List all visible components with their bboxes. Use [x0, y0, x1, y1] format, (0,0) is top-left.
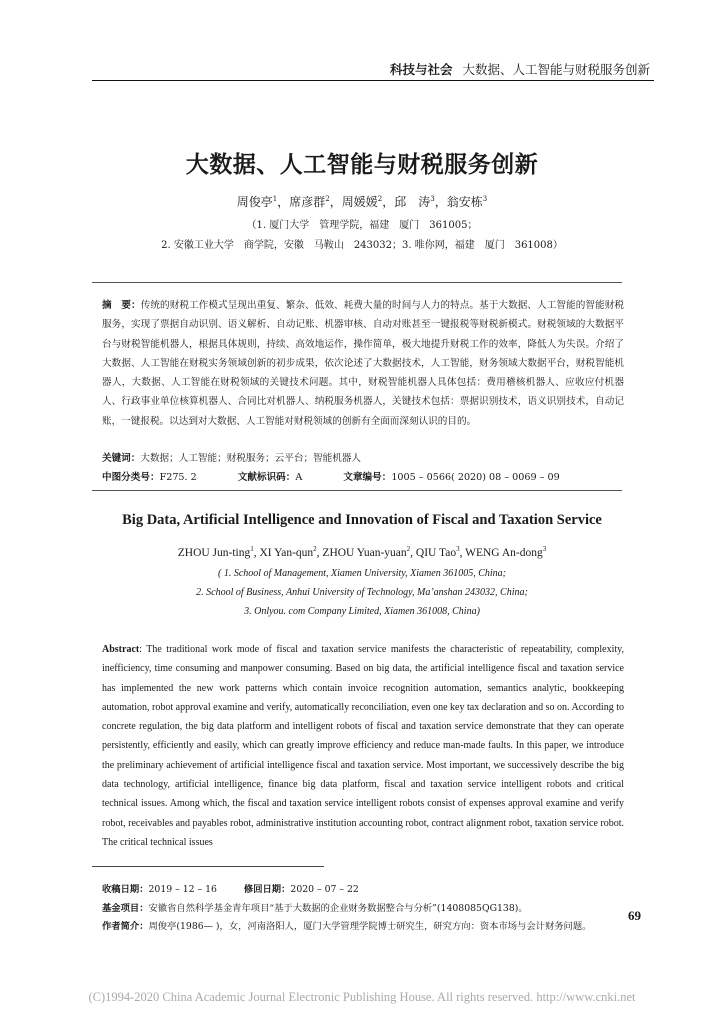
journal-section: 科技与社会 [389, 62, 453, 77]
footnote-rule [92, 866, 324, 867]
abstract-en-text: The traditional work mode of fiscal and taxation service manifests the characteristic of repeatability, complexity, inefficiency, time consuming and manpower consuming. Based on big data, the artificial intelligence fiscal and taxation service has implemented the new work patterns which contain invoice recognition automation, semantics analytic, bookkeeping automation, robot approval examine and verify, automatically reconciliation, even one key tax declaration and so on. According to concrete regulation, the big data platform and intelligent robots of fiscal and taxation service demonstrate that they can operate persistently, efficiently and easily, which can greatly improve efficiency and reduce man-made faults. In this paper, we introduce the preliminary achievement of artificial intelligence fiscal and taxation service. Most important, we successively describe the big data technology, artificial intelligence, finance big data platform, fiscal and taxation service intelligent robots and critical technical issues. Among which, the fiscal and taxation service intelligent robots consist of expenses approval examine and verify robot, receivables and payables robot, administrative institution accounting robot, contract alignment robot, taxation service robot. The critical technical issues [102, 644, 624, 848]
article-number: 1005 – 0566( 2020) 08 – 0069 – 09 [391, 472, 560, 483]
page-number: 69 [628, 908, 641, 923]
affiliation-en-2: 2. School of Business, Anhui University of Technology, Ma’anshan 243032, China; [196, 587, 528, 598]
section-rule [92, 282, 622, 283]
copyright-watermark: (C)1994-2020 China Academic Journal Electronic Publishing House. All rights reserved. http://www.cnki.net [88, 990, 636, 1004]
header-rule [92, 80, 654, 81]
running-header [390, 60, 650, 78]
abstract-cn-label: 摘 要： [102, 300, 141, 311]
affiliation-en-3: 3. Onlyou. com Company Limited, Xiamen 361008, China) [244, 606, 480, 617]
authors-en: ZHOU Jun-ting$^1$, XI Yan-qun$^2$, ZHOU Yuan-yuan$^2$, QIU Tao$^3$, WENG An-dong$^3$ [177, 545, 547, 559]
clc-number: F275. 2 [159, 472, 197, 483]
footnote-author: 作者简介：周俊亭(1986— )，女，河南洛阳人，厦门大学管理学院博士研究生，研究方向：资本市场与会计财务问题。 [102, 921, 592, 932]
affiliation-cn-1: （1. 厦门大学 管理学院，福建 厦门 361005； [246, 220, 478, 231]
title-en: Big Data, Artificial Intelligence and Innovation of Fiscal and Taxation Service [122, 512, 602, 528]
abstract-en: Abstract: The traditional work mode of fiscal and taxation service manifests the characteristic of repeatability, complexity, inefficiency, time consuming and manpower consuming. Based on big data, the artificial intelligence fiscal and taxation service has implemented the new work patterns which contain invoice recognition automation, semantics analytic, bookkeeping automation, robot approval examine and verify, automatically reconciliation, even one key tax declaration and so on. According to concrete regulation, the big data platform and intelligent robots of fiscal and taxation service demonstrate that they can operate persistently, efficiently and easily, which can greatly improve efficiency and reduce man-made faults. In this paper, we introduce the preliminary achievement of artificial intelligence fiscal and taxation service. Most important, we successively describe the big data technology, artificial intelligence, finance big data platform, fiscal and taxation service intelligent robots and critical technical issues. Among which, the fiscal and taxation service intelligent robots consist of expenses approval examine and verify robot, receivables and payables robot, administrative institution accounting robot, contract alignment robot, taxation service robot. The critical technical issues [102, 644, 624, 848]
abstract-cn-text: 传统的财税工作模式呈现出重复、繁杂、低效、耗费大量的时间与人力的特点。基于大数据、人工智能的智能财税服务，实现了票据自动识别、语义解析、自动记账、机器审核、自动对账甚至一键报税等财税新模式。财税领域的大数据平台与财税智能机器人，根据具体规则，持续、高效地运作，操作简单，极大地提升财税工作的效率，降低人为失误。介绍了大数据、人工智能在财税实务领域创新的初步成果，依次论述了大数据技术，人工智能，财务领域大数据平台，财税智能机器人，大数据、人工智能在财税领域的关键技术问题。其中，财税智能机器人具体包括：费用稽核机器人、应收应付机器人、行政事业单位核算机器人、合同比对机器人、纳税服务机器人，关键技术包括：票据识别技术，语义识别技术，自动记账，一键报税。以达到对大数据、人工智能对财税领域的创新有全面而深刻认识的目的。 [102, 300, 625, 427]
keywords-cn: 关键词：大数据；人工智能；财税服务；云平台；智能机器人 [102, 453, 362, 464]
doc-code: A [295, 472, 303, 483]
footnote-fund: 基金项目：安徽省自然科学基金青年项目“基于大数据的企业财务数据整合与分析”(1408085QG138)。 [102, 903, 528, 914]
affiliation-en-1: ( 1. School of Management, Xiamen University, Xiamen 361005, China; [217, 568, 506, 579]
abstract-en-label: Abstract [102, 644, 140, 655]
authors-cn: 周俊亭$^1$，席彦群$^2$，周媛媛$^2$，邱 涛$^3$，翁安栋$^3$ [236, 195, 488, 209]
footnote-dates: 收稿日期：2019 – 12 – 16 修回日期：2020 – 07 – 22 [102, 884, 359, 895]
abstract-cn [102, 296, 624, 431]
classification-line: 中图分类号：F275. 2 文献标识码：A 文章编号：1005 – 0566( 2020) 08 – 0069 – 09 [102, 472, 560, 483]
running-title: 大数据、人工智能与财税服务创新 [462, 62, 650, 77]
affiliation-cn-2: 2. 安徽工业大学 商学院，安徽 马鞍山 243032；3. 唯你网，福建 厦门 361008） [161, 240, 563, 251]
title-cn: 大数据、人工智能与财税服务创新 [185, 152, 539, 178]
section-rule-2 [92, 490, 622, 491]
